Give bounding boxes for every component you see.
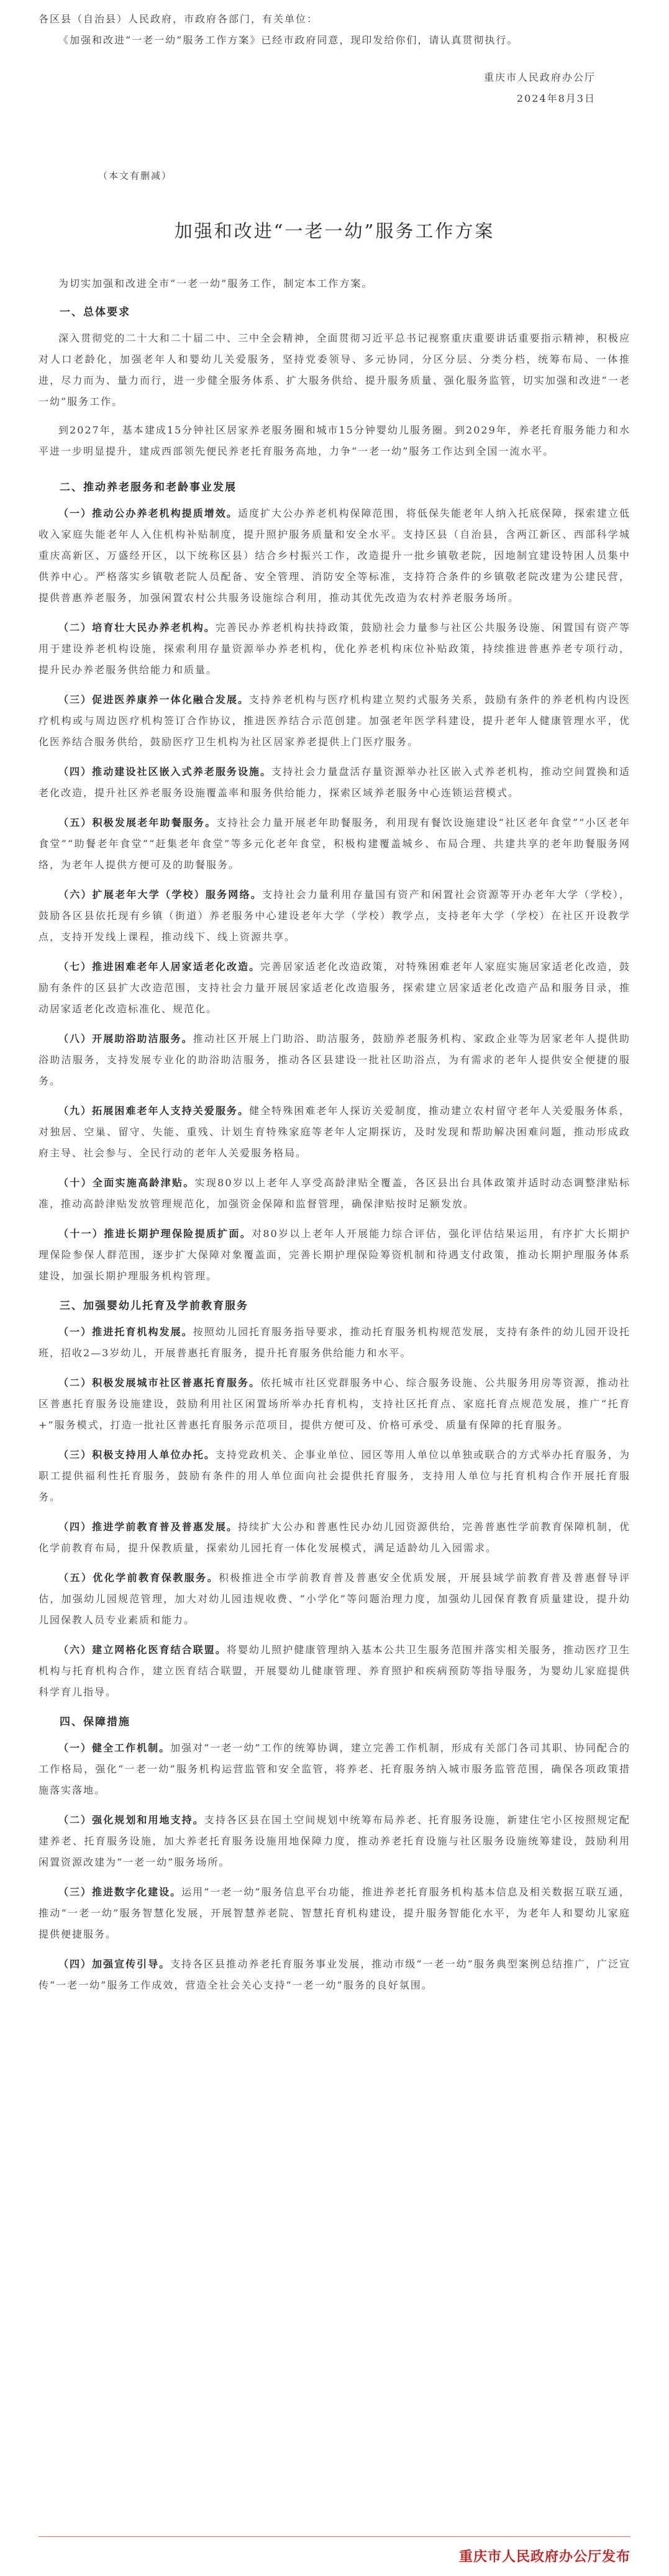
item-lead: （四）加强宣传引导。 (58, 1958, 171, 1970)
section-heading: 一、总体要求 (60, 306, 130, 319)
item-text: 按照幼儿园托育服务指导要求，推动托育服务机构规范发展，支持有条件的幼儿园开设托班，招收2—3岁幼儿，开展普惠托育服务，提升托育服务供给能力和水平。 (39, 1326, 630, 1359)
list-item (39, 617, 630, 681)
item-text: 支持养老机构与医疗机构建立契约式服务关系，鼓励有条件的养老机构内设医疗机构或与周边医疗机构签订合作协议，推进医养结合示范创建。加强老年医学科建设，提升老年人健康管理水平，优化医养结合服务供给，鼓励医疗卫生机构为社区居家养老提供上门医疗服务。 (39, 694, 630, 748)
item-text: 加强对“一老一幼”工作的统筹协调，建立完善工作机制，形成有关部门各司其职、协同配合的工作格局，强化“一老一幼”服务机构运营监管和安全监管，将养老、托育服务纳入城市服务监管范围，确保各项政策措施落实落地。 (39, 1742, 630, 1796)
list-item (39, 1444, 630, 1508)
item-lead: （四）推动建设社区嵌入式养老服务设施。 (58, 766, 272, 778)
section-heading: 三、加强婴幼儿托育及学前教育服务 (60, 1300, 248, 1312)
list-item (39, 503, 630, 609)
list-item (39, 1028, 630, 1092)
item-lead: （三）促进医养康养一体化融合发展。 (58, 694, 250, 705)
item-text: 实现80岁以上老年人享受高龄津贴全覆盖，各区县出台具体政策并适时动态调整津贴标准，推动高龄津贴发放管理规范化，加强资金保障和监督管理，确保津贴按时足额发放。 (39, 1177, 630, 1210)
item-text: 支持党政机关、企事业单位、园区等用人单位以单独或联合的方式举办托育服务，为职工提供福利性托育服务，鼓励有条件的用人单位面向社会提供托育服务，支持用人单位与托育机构合作开展托育服务。 (39, 1449, 630, 1503)
item-text: 适度扩大公办养老机构保障范围，将低保失能老年人纳入托底保障，探索建立低收入家庭失能老年人入住机构补贴制度，提升照护服务质量和安全水平。支持区县（自治县，含两江新区、西部科学城重庆高新区、万盛经开区，以下统称区县）结合乡村振兴工作，改造提升一批乡镇敬老院，因地制宜建设特困人员集中供养中心。严格落实乡镇敬老院人员配备、安全管理、消防安全等标准，支持符合条件的乡镇敬老院改建为公建民营，提供普惠养老服务，加强闲置农村公共服务设施综合利用，推动其优先改造为农村养老服务场所。 (39, 507, 630, 604)
list-item (39, 1810, 630, 1873)
list-item (39, 1738, 630, 1801)
item-lead: （十一）推进长期护理保险提质扩面。 (58, 1228, 252, 1240)
item-lead: （六）建立网格化医育结合联盟。 (58, 1644, 227, 1656)
item-text: 依托城市社区党群服务中心、综合服务设施、公共服务用房等资源，推动社区普惠托育服务设施建设，鼓励利用社区闲置场所举办托育机构，支持社区托育点、家庭托育点规范发展，推广“托育+”服务模式，打造一批社区普惠托育服务示范项目，提供方便可及、价格可承受、质量有保障的托育服务。 (39, 1377, 630, 1431)
item-lead: （一）推动公办养老机构提质增效。 (58, 507, 238, 519)
footer-divider (39, 2536, 630, 2537)
item-text: 持续扩大公办和普惠性民办幼儿园资源供给，完善普惠性学前教育保障机制，优化学前教育布局，提升保教质量，探索幼儿园托育一体化发展模式，满足适龄幼儿入园需求。 (39, 1521, 630, 1554)
list-item (39, 1172, 630, 1215)
item-text: 完善居家适老化改造政策，对特殊困难老年人家庭实施居家适老化改造，鼓励有条件的区县扩大改造范围，支持社会力量开展居家适老化改造服务，探索建立居家适老化改造产品和服务目录，推动居家适老化改造标准化、规范化。 (39, 961, 630, 1015)
page-footer (0, 2533, 669, 2576)
item-lead: （十）全面实施高龄津贴。 (58, 1177, 195, 1189)
item-text: 支持社会力量开展老年助餐服务，利用现有餐饮设施建设“社区老年食堂”“小区老年食堂”“助餐老年食堂”“赶集老年食堂”等多元化老年食堂，积极构建覆盖城乡、布局合理、共建共享的老年助餐服务网络，为老年人提供方便可及的助餐服务。 (39, 817, 630, 871)
item-lead: （二）积极发展城市社区普惠托育服务。 (58, 1377, 261, 1389)
item-lead: （三）推进数字化建设。 (58, 1886, 182, 1898)
list-item (39, 884, 630, 948)
list-item (39, 689, 630, 753)
item-text: 将婴幼儿照护健康管理纳入基本公共卫生服务范围并落实相关服务，推动医疗卫生机构与托育机构合作，建立医育结合联盟，开展婴幼儿健康管理、养育照护和疾病预防等指导服务，为婴幼儿家庭提供科学育儿指导。 (39, 1644, 630, 1698)
list-item (39, 1100, 630, 1164)
item-text: 推动社区开展上门助浴、助洁服务，鼓励养老服务机构、家政企业等为居家老年人提供助浴助洁服务，支持发展专业化的助浴助洁服务，推动各区县建设一批社区助浴点，为有需求的老年人提供安全便捷的服务。 (39, 1033, 630, 1087)
item-lead: （二）强化规划和用地支持。 (58, 1814, 204, 1826)
item-lead: （五）优化学前教育保教服务。 (58, 1572, 219, 1584)
item-lead: （三）积极支持用人单位办托。 (58, 1449, 216, 1461)
item-lead: （七）推进困难老年人居家适老化改造。 (58, 961, 261, 973)
list-item (39, 1639, 630, 1703)
item-lead: （五）积极发展老年助餐服务。 (58, 817, 217, 828)
item-lead: （一）推进托育机构发展。 (58, 1326, 193, 1338)
section-heading: 二、推动养老服务和老龄事业发展 (60, 481, 237, 494)
list-item (39, 1954, 630, 1996)
item-lead: （一）健全工作机制。 (58, 1742, 171, 1754)
item-text: 支持社会力量盘活存量资源举办社区嵌入式养老机构，推动空间置换和适老化改造，提升社区养老服务设施覆盖率和服务供给能力，探索区域养老服务中心连锁运营模式。 (39, 766, 630, 799)
list-item (39, 1372, 630, 1436)
section-paragraph: 到2027年，基本建成15分钟社区居家养老服务圈和城市15分钟婴幼儿服务圈。到2029年，养老托育服务能力和水平进一步明显提升，建成西部领先便民养老托育服务高地，力争“一老一幼”服务工作达到全国一流水平。 (39, 424, 630, 457)
item-lead: （四）推进学前教育普及普惠发展。 (58, 1521, 238, 1533)
item-text: 完善民办养老机构扶持政策，鼓励社会力量参与社区公共服务设施、闲置国有资产等用于建设养老机构设施，探索利用存量资源举办养老机构，优化养老机构床位补贴政策，持续推进普惠养老专项行动，提升民办养老服务供给能力和质量。 (39, 622, 630, 676)
salutation: 各区县（自治县）人民政府，市政府各部门，有关单位： (39, 13, 319, 25)
item-lead: （九）拓展困难老年人支持关爱服务。 (58, 1105, 250, 1117)
item-text: 支持各区县在国土空间规划中统筹布局养老、托育服务设施，新建住宅小区按照规定配建养老、托育服务设施，加大养老托育服务设施用地保障力度，推动养老托育设施与社区服务设施统筹建设，鼓励利用闲置资源改建为“一老一幼”服务场所。 (39, 1814, 630, 1868)
intro-paragraph: 《加强和改进“一老一幼”服务工作方案》已经市政府同意，现印发给你们，请认真贯彻执行。 (58, 34, 519, 46)
item-text: 健全特殊困难老年人探访关爱制度，推动建立农村留守老年人关爱服务体系，对独居、空巢、留守、失能、重残、计划生育特殊家庭等老年人定期探访，及时发现和帮助解决困难问题，推动形成政府主导、社会参与、全民行动的老年人关爱服务格局。 (39, 1105, 630, 1159)
publisher-credit: 重庆市人民政府办公厅发布 (458, 2549, 630, 2565)
item-text: 运用“一老一幼”服务信息平台功能，推进养老托育服务机构基本信息及相关数据互联互通，推动“一老一幼”服务智慧化发展，开展智慧养老院、智慧托育机构建设，提升服务智能化水平，为老年人和婴幼儿家庭提供便捷服务。 (39, 1886, 630, 1940)
item-text: 支持社会力量利用存量国有资产和闲置社会资源等开办老年大学（学校），鼓励各区县依托现有乡镇（街道）养老服务中心建设老年大学（学校）教学点，支持老年大学（学校）在社区开设教学点，支持开发线上课程，推动线下、线上资源共享。 (39, 889, 630, 943)
document-title: 加强和改进“一老一幼”服务工作方案 (174, 220, 495, 242)
list-item (39, 1567, 630, 1631)
list-item (39, 761, 630, 804)
list-item (39, 1517, 630, 1559)
item-lead: （二）培育壮大民办养老机构。 (58, 622, 216, 633)
list-item (39, 812, 630, 876)
item-text: 积极推进全市学前教育普及普惠安全优质发展，开展县域学前教育普及普惠督导评估，加强幼儿园规范管理，加大对幼儿园违规收费、“小学化”等问题治理力度，加强幼儿园保育教育质量建设，提升幼儿园保教人员专业素质和能力。 (39, 1572, 630, 1626)
signature-date: 2024年8月3日 (516, 93, 596, 104)
item-lead: （八）开展助浴助洁服务。 (58, 1033, 193, 1045)
item-lead: （六）扩展老年大学（学校）服务网络。 (58, 889, 262, 900)
list-item (39, 956, 630, 1020)
signature-org: 重庆市人民政府办公厅 (483, 71, 596, 83)
item-text: 支持各区县推动养老托育服务事业发展，推动市级“一老一幼”服务典型案例总结推广，广泛宣传“一老一幼”服务工作成效，营造全社会关心支持“一老一幼”服务的良好氛围。 (39, 1958, 630, 1991)
item-text: 对80岁以上老年人开展能力综合评估，强化评估结果运用，有序扩大长期护理保险参保人群范围，逐步扩大保障对象覆盖面，完善长期护理保险筹资机制和待遇支付政策，推动长期护理服务体系建设，加强长期护理服务机构管理。 (39, 1228, 630, 1282)
section-heading: 四、保障措施 (60, 1716, 130, 1728)
list-item (39, 1322, 630, 1364)
section-paragraph: 深入贯彻党的二十大和二十届二中、三中全会精神，全面贯彻习近平总书记视察重庆重要讲话重要指示精神，积极应对人口老龄化，加强老年人和婴幼儿关爱服务，坚持党委领导、多元协同，分区分层、分类分档，统筹布局、一体推进，尽力而为、量力而行，进一步健全服务体系、扩大服务供给、提升服务质量、强化服务监管，切实加强和改进“一老一幼”服务工作。 (39, 332, 630, 407)
deletion-note: （本文有删减） (98, 170, 173, 181)
list-item (39, 1223, 630, 1287)
opening-paragraph: 为切实加强和改进全市“一老一幼”服务工作，制定本工作方案。 (58, 278, 373, 289)
list-item (39, 1882, 630, 1945)
